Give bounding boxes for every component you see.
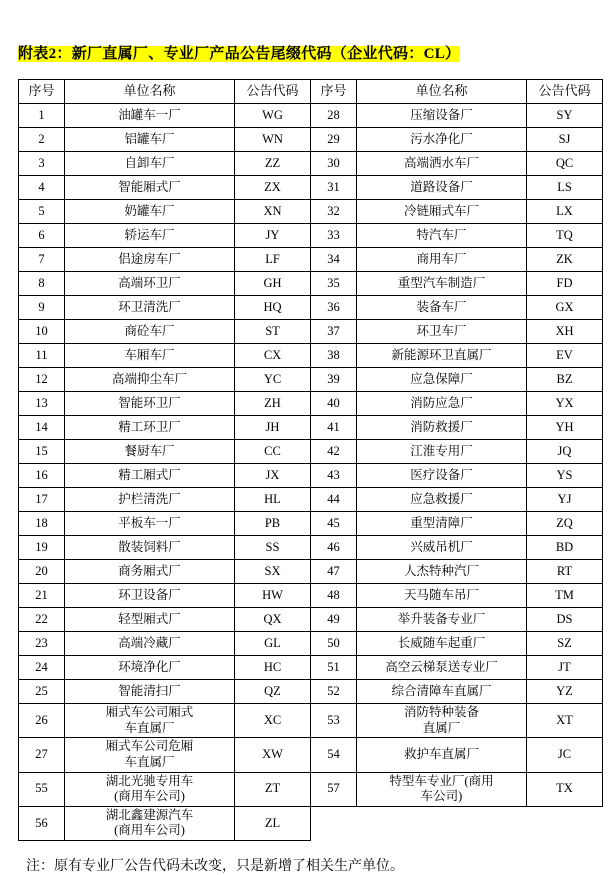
cell-code-left: GL [235, 632, 311, 656]
table-row [19, 272, 603, 296]
cell-code-left: ST [235, 320, 311, 344]
cell-name-right: 压缩设备厂 [357, 104, 527, 128]
page-title-text: 附表2：新厂直属厂、专业厂产品公告尾缀代码（企业代码：CL） [18, 46, 461, 62]
cell-seq-left: 18 [19, 512, 65, 536]
cell-seq-right: 38 [311, 344, 357, 368]
cell-seq-left: 25 [19, 680, 65, 704]
table-row [19, 368, 603, 392]
cell-name-right: 应急救援厂 [357, 488, 527, 512]
cell-code-right: YZ [527, 680, 603, 704]
cell-seq-right: 34 [311, 248, 357, 272]
cell-name-right: 天马随车吊厂 [357, 584, 527, 608]
cell-name-right: 综合清障车直属厂 [357, 680, 527, 704]
cell-code-left: QX [235, 608, 311, 632]
cell-code-right: ZK [527, 248, 603, 272]
table-row [19, 392, 603, 416]
cell-code-left: GH [235, 272, 311, 296]
cell-code-left: PB [235, 512, 311, 536]
cell-name-left: 智能环卫厂 [65, 392, 235, 416]
cell-name-right: 重型清障厂 [357, 512, 527, 536]
cell-code-left: SX [235, 560, 311, 584]
table-row [19, 512, 603, 536]
cell-seq-left: 56 [19, 806, 65, 840]
cell-code-left: XN [235, 200, 311, 224]
cell-seq-right: 39 [311, 368, 357, 392]
cell-name-right: 装备车厂 [357, 296, 527, 320]
cell-seq-left: 9 [19, 296, 65, 320]
cell-seq-left: 14 [19, 416, 65, 440]
cell-name-left: 散装饲料厂 [65, 536, 235, 560]
cell-seq-left: 20 [19, 560, 65, 584]
cell-code-left: ZL [235, 806, 311, 840]
table-row [19, 536, 603, 560]
cell-code-right: TQ [527, 224, 603, 248]
cell-name-right [357, 806, 527, 840]
cell-seq-left: 23 [19, 632, 65, 656]
table-row [19, 704, 603, 738]
cell-code-right: YX [527, 392, 603, 416]
cell-seq-left: 5 [19, 200, 65, 224]
table-row [19, 772, 603, 806]
cell-seq-right: 44 [311, 488, 357, 512]
cell-name-left: 车厢车厂 [65, 344, 235, 368]
cell-name-left: 铝罐车厂 [65, 128, 235, 152]
cell-seq-left: 21 [19, 584, 65, 608]
cell-name-right: 长威随车起重厂 [357, 632, 527, 656]
cell-code-right: JQ [527, 440, 603, 464]
cell-name-right: 特型车专业厂(商用 车公司) [357, 772, 527, 806]
cell-name-left: 高端环卫厂 [65, 272, 235, 296]
cell-seq-left: 13 [19, 392, 65, 416]
cell-code-right: BD [527, 536, 603, 560]
table-row [19, 560, 603, 584]
cell-name-right: 商用车厂 [357, 248, 527, 272]
cell-seq-left: 6 [19, 224, 65, 248]
cell-name-left: 精工厢式厂 [65, 464, 235, 488]
cell-code-right: SZ [527, 632, 603, 656]
cell-code-left: HQ [235, 296, 311, 320]
cell-seq-left: 4 [19, 176, 65, 200]
cell-code-right: ZQ [527, 512, 603, 536]
cell-name-left: 油罐车一厂 [65, 104, 235, 128]
cell-seq-left: 12 [19, 368, 65, 392]
cell-code-right: JT [527, 656, 603, 680]
cell-seq-right: 48 [311, 584, 357, 608]
cell-code-left: YC [235, 368, 311, 392]
cell-seq-left: 11 [19, 344, 65, 368]
cell-name-left: 精工环卫厂 [65, 416, 235, 440]
cell-name-right: 举升装备专业厂 [357, 608, 527, 632]
cell-seq-left: 7 [19, 248, 65, 272]
cell-name-left: 奶罐车厂 [65, 200, 235, 224]
cell-seq-left: 8 [19, 272, 65, 296]
table-row [19, 248, 603, 272]
cell-seq-right: 53 [311, 704, 357, 738]
cell-code-right: TM [527, 584, 603, 608]
cell-name-left: 侣途房车厂 [65, 248, 235, 272]
table-row [19, 152, 603, 176]
cell-code-left: ZX [235, 176, 311, 200]
cell-name-left: 轻型厢式厂 [65, 608, 235, 632]
cell-name-left: 商务厢式厂 [65, 560, 235, 584]
cell-seq-right: 52 [311, 680, 357, 704]
table-row [19, 104, 603, 128]
table-note: 注：原有专业厂公告代码未改变，只是新增了相关生产单位。 [26, 859, 404, 874]
cell-name-right: 污水净化厂 [357, 128, 527, 152]
cell-seq-right: 32 [311, 200, 357, 224]
column-header-code-right: 公告代码 [527, 80, 603, 104]
cell-code-left: XW [235, 738, 311, 772]
cell-name-right: 新能源环卫直属厂 [357, 344, 527, 368]
cell-seq-right: 30 [311, 152, 357, 176]
cell-code-right: YJ [527, 488, 603, 512]
cell-code-left: JY [235, 224, 311, 248]
cell-name-right: 道路设备厂 [357, 176, 527, 200]
table-row [19, 656, 603, 680]
cell-seq-right: 37 [311, 320, 357, 344]
cell-code-left: CX [235, 344, 311, 368]
cell-name-left: 轿运车厂 [65, 224, 235, 248]
cell-seq-right: 42 [311, 440, 357, 464]
cell-code-left: ZZ [235, 152, 311, 176]
page-title [18, 40, 460, 65]
column-header-code-left: 公告代码 [235, 80, 311, 104]
cell-name-left: 餐厨车厂 [65, 440, 235, 464]
cell-name-right: 兴威吊机厂 [357, 536, 527, 560]
table-row [19, 344, 603, 368]
cell-code-left: HC [235, 656, 311, 680]
cell-seq-right: 43 [311, 464, 357, 488]
cell-code-right: LX [527, 200, 603, 224]
table-row [19, 738, 603, 772]
table-row [19, 806, 603, 840]
cell-seq-right: 49 [311, 608, 357, 632]
table-header-row [19, 80, 603, 104]
cell-code-left: ZT [235, 772, 311, 806]
cell-code-right: XH [527, 320, 603, 344]
cell-code-left: XC [235, 704, 311, 738]
cell-code-right: XT [527, 704, 603, 738]
cell-seq-right: 35 [311, 272, 357, 296]
cell-name-left: 平板车一厂 [65, 512, 235, 536]
cell-name-left: 护栏清洗厂 [65, 488, 235, 512]
table-row [19, 680, 603, 704]
cell-name-right: 消防救援厂 [357, 416, 527, 440]
cell-code-right: YS [527, 464, 603, 488]
cell-seq-right: 40 [311, 392, 357, 416]
cell-name-left: 环卫设备厂 [65, 584, 235, 608]
cell-code-right: GX [527, 296, 603, 320]
cell-code-right [527, 806, 603, 840]
cell-seq-left: 1 [19, 104, 65, 128]
cell-seq-left: 55 [19, 772, 65, 806]
cell-seq-right: 36 [311, 296, 357, 320]
column-header-name-right: 单位名称 [357, 80, 527, 104]
cell-name-right: 冷链厢式车厂 [357, 200, 527, 224]
cell-seq-left: 10 [19, 320, 65, 344]
cell-name-left: 环卫清洗厂 [65, 296, 235, 320]
cell-name-left: 湖北鑫建源汽车 (商用车公司) [65, 806, 235, 840]
cell-name-left: 智能厢式厂 [65, 176, 235, 200]
table-row [19, 584, 603, 608]
table-row [19, 296, 603, 320]
cell-name-right: 消防应急厂 [357, 392, 527, 416]
cell-name-left: 智能清扫厂 [65, 680, 235, 704]
cell-code-right: SY [527, 104, 603, 128]
cell-name-left: 自卸车厂 [65, 152, 235, 176]
cell-name-right: 应急保障厂 [357, 368, 527, 392]
cell-seq-right: 45 [311, 512, 357, 536]
cell-seq-right [311, 806, 357, 840]
cell-seq-left: 3 [19, 152, 65, 176]
cell-seq-left: 19 [19, 536, 65, 560]
cell-seq-right: 57 [311, 772, 357, 806]
table-row [19, 320, 603, 344]
cell-code-right: LS [527, 176, 603, 200]
cell-seq-right: 51 [311, 656, 357, 680]
cell-seq-right: 29 [311, 128, 357, 152]
cell-code-right: QC [527, 152, 603, 176]
cell-name-right: 重型汽车制造厂 [357, 272, 527, 296]
cell-name-right: 特汽车厂 [357, 224, 527, 248]
cell-seq-right: 46 [311, 536, 357, 560]
table-row [19, 632, 603, 656]
cell-code-left: WN [235, 128, 311, 152]
table-row [19, 200, 603, 224]
cell-code-right: FD [527, 272, 603, 296]
cell-code-right: RT [527, 560, 603, 584]
cell-code-right: SJ [527, 128, 603, 152]
table-row [19, 608, 603, 632]
cell-code-right: JC [527, 738, 603, 772]
cell-name-left: 商砼车厂 [65, 320, 235, 344]
table-row [19, 464, 603, 488]
column-header-seq-right: 序号 [311, 80, 357, 104]
cell-seq-left: 17 [19, 488, 65, 512]
cell-name-left: 环境净化厂 [65, 656, 235, 680]
cell-code-left: QZ [235, 680, 311, 704]
cell-seq-right: 47 [311, 560, 357, 584]
cell-seq-left: 27 [19, 738, 65, 772]
cell-name-left: 厢式车公司危厢 车直属厂 [65, 738, 235, 772]
cell-code-left: JH [235, 416, 311, 440]
cell-name-right: 高端洒水车厂 [357, 152, 527, 176]
cell-code-right: EV [527, 344, 603, 368]
cell-seq-right: 28 [311, 104, 357, 128]
cell-name-right: 江淮专用厂 [357, 440, 527, 464]
product-code-table [18, 79, 603, 841]
cell-code-right: BZ [527, 368, 603, 392]
table-body [19, 104, 603, 841]
cell-name-left: 厢式车公司厢式 车直属厂 [65, 704, 235, 738]
cell-name-right: 高空云梯泵送专业厂 [357, 656, 527, 680]
cell-code-right: DS [527, 608, 603, 632]
table-row [19, 488, 603, 512]
cell-code-left: JX [235, 464, 311, 488]
table-row [19, 440, 603, 464]
cell-code-left: HW [235, 584, 311, 608]
cell-code-right: YH [527, 416, 603, 440]
cell-seq-right: 31 [311, 176, 357, 200]
cell-seq-right: 41 [311, 416, 357, 440]
column-header-name-left: 单位名称 [65, 80, 235, 104]
table-row [19, 176, 603, 200]
cell-name-right: 救护车直属厂 [357, 738, 527, 772]
cell-seq-left: 22 [19, 608, 65, 632]
cell-name-left: 湖北光驰专用车 (商用车公司) [65, 772, 235, 806]
column-header-seq-left: 序号 [19, 80, 65, 104]
cell-seq-left: 2 [19, 128, 65, 152]
cell-code-left: WG [235, 104, 311, 128]
cell-seq-left: 16 [19, 464, 65, 488]
cell-seq-right: 54 [311, 738, 357, 772]
table-row [19, 416, 603, 440]
cell-name-right: 消防特种装备 直属厂 [357, 704, 527, 738]
cell-seq-left: 24 [19, 656, 65, 680]
cell-seq-right: 33 [311, 224, 357, 248]
cell-code-right: TX [527, 772, 603, 806]
table-row [19, 128, 603, 152]
cell-code-left: HL [235, 488, 311, 512]
table-row [19, 224, 603, 248]
cell-seq-left: 15 [19, 440, 65, 464]
cell-name-left: 高端抑尘车厂 [65, 368, 235, 392]
cell-code-left: LF [235, 248, 311, 272]
cell-seq-right: 50 [311, 632, 357, 656]
cell-name-left: 高端冷藏厂 [65, 632, 235, 656]
cell-seq-left: 26 [19, 704, 65, 738]
cell-code-left: ZH [235, 392, 311, 416]
cell-code-left: CC [235, 440, 311, 464]
cell-name-right: 医疗设备厂 [357, 464, 527, 488]
cell-code-left: SS [235, 536, 311, 560]
cell-name-right: 环卫车厂 [357, 320, 527, 344]
cell-name-right: 人杰特种汽厂 [357, 560, 527, 584]
